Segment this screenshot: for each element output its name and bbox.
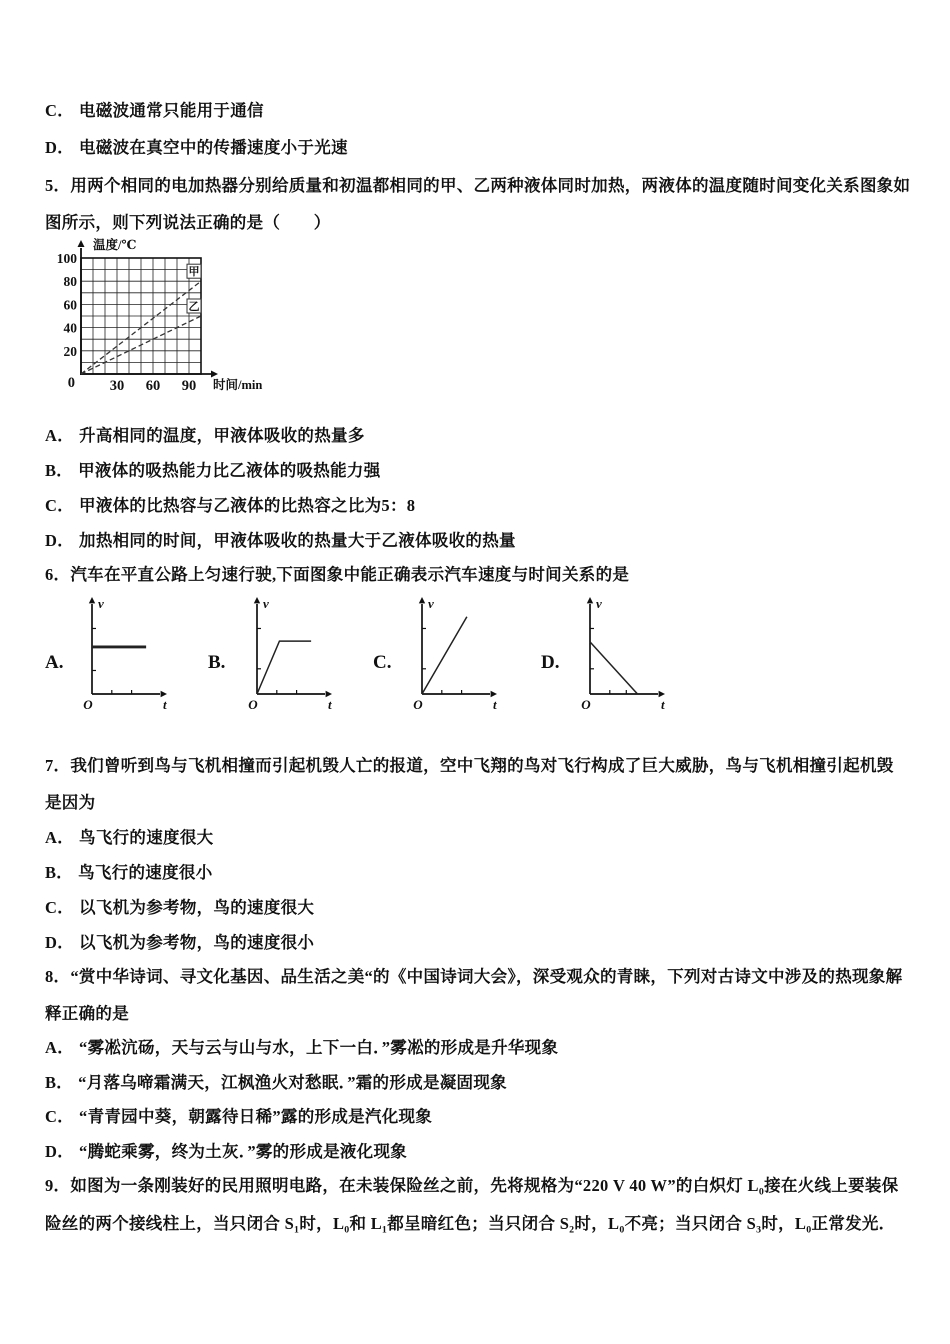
q5-option-d-label: D． [45, 531, 75, 550]
q7-option-b-label: B． [45, 863, 74, 882]
q7-stem-line2: 是因为 [45, 793, 96, 812]
q5-option-c [45, 495, 910, 517]
q8-option-c-label: C． [45, 1107, 75, 1126]
q5-option-b [45, 460, 910, 482]
q9-stem-line1: 9．如图为一条刚装好的民用照明电路，在未装保险丝之前，先将规格为“220 V 40 W”的白炽灯 L₀接在火线上要装保 [45, 1176, 899, 1195]
svg-text:乙: 乙 [188, 301, 200, 313]
chart-svg [76, 592, 172, 718]
q7-option-a-label: A． [45, 828, 75, 847]
q4-option-c-label: C． [45, 101, 75, 120]
q7-option-a [45, 827, 910, 849]
q8-option-a-text: “雾凇沆砀，天与云与山与水，上下一白．”雾凇的形成是升华现象 [79, 1038, 559, 1057]
q8-option-b-text: “月落乌啼霜满天，江枫渔火对愁眠．”霜的形成是凝固现象 [78, 1073, 507, 1092]
q8-stem-line1: 8．“赏中华诗词、寻文化基因、品生活之美“的《中国诗词大会》，深受观众的青睐，下列对古诗文中涉及的热现象解 [45, 967, 903, 986]
svg-text:80: 80 [63, 274, 77, 290]
q5-option-b-text: 甲液体的吸热能力比乙液体的吸热能力强 [78, 461, 381, 480]
q8-option-b [45, 1072, 910, 1094]
q6-graph-b-label: B. [208, 652, 226, 673]
svg-text:t: t [493, 697, 497, 712]
q6-graph-d-label: D. [541, 652, 560, 673]
q4-option-c [45, 100, 910, 122]
svg-text:0: 0 [67, 375, 75, 391]
svg-text:温度/℃: 温度/℃ [93, 238, 137, 252]
q7-option-b-text: 鸟飞行的速度很小 [78, 863, 213, 882]
q7-stem-line1: 7．我们曾听到鸟与飞机相撞而引起机毁人亡的报道，空中飞翔的鸟对飞行构成了巨大威胁，鸟与飞机相撞引起机毁 [45, 756, 894, 775]
q8-option-b-label: B． [45, 1073, 74, 1092]
q9-stem-line2: 险丝的两个接线柱上，当只闭合 S₁时，L₀和 L₁都呈暗红色；当只闭合 S₂时，L₀不亮；当只闭合 S₃时，L₀正常发光． [45, 1214, 896, 1233]
q5-option-a [45, 425, 910, 447]
svg-text:O: O [248, 697, 258, 712]
q7-option-c-text: 以飞机为参考物，鸟的速度很大 [79, 898, 315, 917]
svg-text:t: t [163, 697, 167, 712]
svg-text:60: 60 [145, 378, 161, 394]
svg-text:O: O [83, 697, 93, 712]
q4-option-d-label: D． [45, 138, 75, 157]
svg-text:100: 100 [56, 251, 77, 266]
q5-temperature-time-chart [53, 236, 267, 398]
q5-option-d-text: 加热相同的时间，甲液体吸收的热量大于乙液体吸收的热量 [79, 531, 516, 550]
q8-option-d [45, 1141, 910, 1163]
svg-text:20: 20 [63, 343, 77, 359]
q8-option-d-text: “腾蛇乘雾，终为土灰．”雾的形成是液化现象 [79, 1142, 408, 1161]
q6-speed-time-graph-c [406, 592, 502, 718]
svg-text:40: 40 [63, 320, 77, 336]
q6-speed-time-graph-a [76, 592, 172, 718]
q8-option-a-label: A． [45, 1038, 75, 1057]
svg-text:t: t [661, 697, 665, 712]
q8-option-c-text: “青青园中葵，朝露待日稀”露的形成是汽化现象 [79, 1107, 433, 1126]
q8-option-c [45, 1106, 910, 1128]
q5-option-a-text: 升高相同的温度，甲液体吸收的热量多 [79, 426, 365, 445]
q6-graph-c-label: C. [373, 652, 392, 673]
q8-option-d-label: D． [45, 1142, 75, 1161]
q5-option-b-label: B． [45, 461, 74, 480]
svg-text:60: 60 [63, 297, 77, 313]
svg-text:甲: 甲 [188, 266, 200, 279]
q7-option-d-text: 以飞机为参考物，鸟的速度很小 [79, 933, 315, 952]
q8-stem-line2: 释正确的是 [45, 1004, 129, 1023]
q5-option-c-label: C． [45, 496, 75, 515]
q7-option-b [45, 862, 910, 884]
chart-svg [241, 592, 337, 718]
q6-speed-time-graph-d [574, 592, 670, 718]
svg-text:t: t [328, 697, 332, 712]
svg-text:v: v [263, 596, 269, 611]
q7-option-d [45, 932, 910, 954]
svg-text:时间/min: 时间/min [213, 378, 263, 392]
q5-option-d [45, 530, 910, 552]
svg-text:O: O [581, 697, 591, 712]
q5-option-c-text: 甲液体的比热容与乙液体的比热容之比为5：8 [79, 496, 416, 515]
q7-option-d-label: D． [45, 933, 75, 952]
q6-speed-time-graph-b [241, 592, 337, 718]
chart-svg [574, 592, 670, 718]
svg-text:v: v [428, 596, 434, 611]
q7-option-c [45, 897, 910, 919]
q7-option-c-label: C． [45, 898, 75, 917]
q7-option-a-text: 鸟飞行的速度很大 [79, 828, 214, 847]
q6-stem: 6．汽车在平直公路上匀速行驶,下面图象中能正确表示汽车速度与时间关系的是 [45, 565, 630, 584]
svg-text:v: v [596, 596, 602, 611]
svg-text:O: O [413, 697, 423, 712]
q4-option-d [45, 137, 910, 159]
svg-text:90: 90 [181, 378, 197, 394]
chart-svg [53, 236, 267, 398]
q5-option-a-label: A． [45, 426, 75, 445]
svg-text:30: 30 [109, 378, 125, 394]
q8-option-a [45, 1037, 910, 1059]
chart-svg [406, 592, 502, 718]
q5-stem-line1: 5．用两个相同的电加热器分别给质量和初温都相同的甲、乙两种液体同时加热，两液体的温度随时间变化关系图象如 [45, 176, 911, 195]
q4-option-c-text: 电磁波通常只能用于通信 [79, 101, 264, 120]
svg-text:v: v [98, 596, 104, 611]
q5-stem-line2: 图所示，则下列说法正确的是（ ） [45, 213, 331, 232]
q6-graph-a-label: A. [45, 652, 64, 673]
q4-option-d-text: 电磁波在真空中的传播速度小于光速 [79, 138, 348, 157]
